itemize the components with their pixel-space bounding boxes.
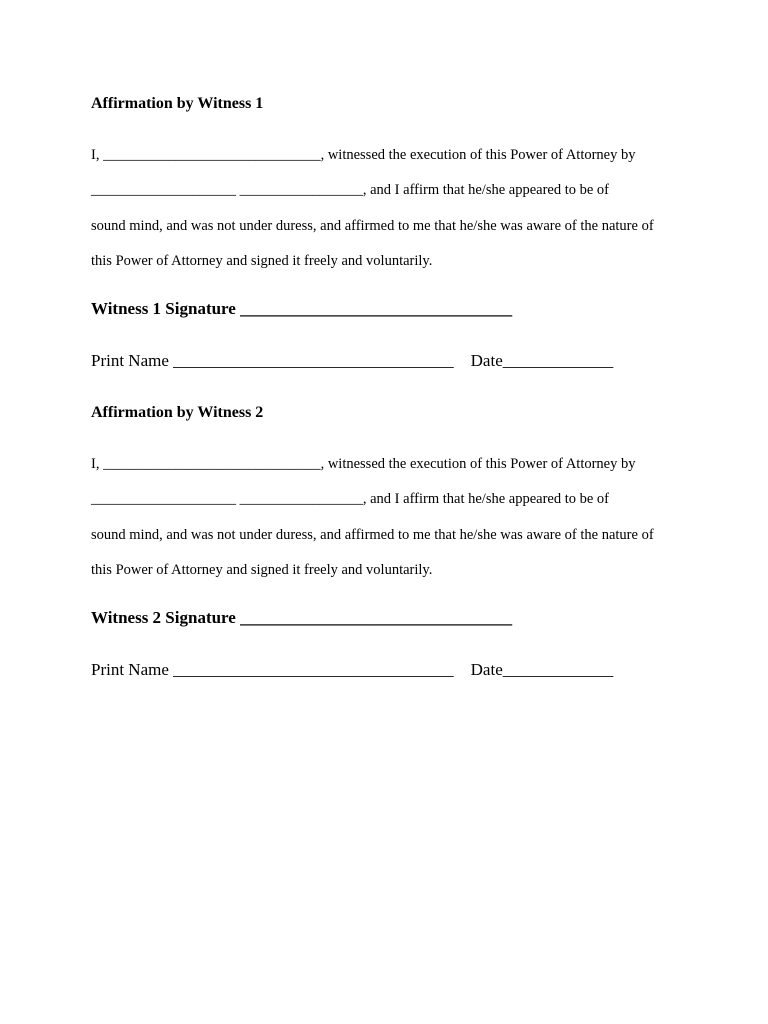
witness-1-signature-label: Witness 1 Signature [91, 299, 236, 318]
witness-2-line-1: I, ______________________________, witnessed the execution of this Power of Attorney by [91, 456, 636, 472]
witness-1-print-row [91, 352, 613, 369]
witness-2-heading: Affirmation by Witness 2 [91, 404, 264, 421]
witness-1-line-3: sound mind, and was not under duress, and affirmed to me that he/she was aware of the nature of [91, 218, 654, 234]
witness-2-print-name-label: Print Name [91, 660, 169, 679]
witness-2-line-2: ____________________ _________________, and I affirm that he/she appeared to be of [91, 491, 610, 507]
witness-2-line-4: this Power of Attorney and signed it freely and voluntarily. [91, 562, 433, 578]
witness-1-print-name-field[interactable]: _________________________________ [173, 351, 454, 370]
witness-1-date-label: Date [470, 351, 503, 370]
witness-1-date-field[interactable]: _____________ [502, 351, 614, 370]
witness-1-signature-row [91, 300, 512, 317]
witness-1-line-1: I, ______________________________, witnessed the execution of this Power of Attorney by [91, 147, 636, 163]
witness-1-print-name-label: Print Name [91, 351, 169, 370]
witness-2-signature-field[interactable]: ________________________________ [240, 608, 513, 627]
witness-2-date-label: Date [470, 660, 503, 679]
witness-1-line-4: this Power of Attorney and signed it freely and voluntarily. [91, 253, 433, 269]
witness-2-signature-row [91, 609, 512, 626]
witness-1-heading: Affirmation by Witness 1 [91, 95, 264, 112]
witness-1-line-2: ____________________ _________________, and I affirm that he/she appeared to be of [91, 182, 610, 198]
witness-1-signature-field[interactable]: ________________________________ [240, 299, 513, 318]
witness-2-print-row [91, 661, 613, 678]
witness-2-date-field[interactable]: _____________ [502, 660, 614, 679]
witness-2-line-3: sound mind, and was not under duress, and affirmed to me that he/she was aware of the nature of [91, 527, 654, 543]
witness-2-print-name-field[interactable]: _________________________________ [173, 660, 454, 679]
witness-2-signature-label: Witness 2 Signature [91, 608, 236, 627]
